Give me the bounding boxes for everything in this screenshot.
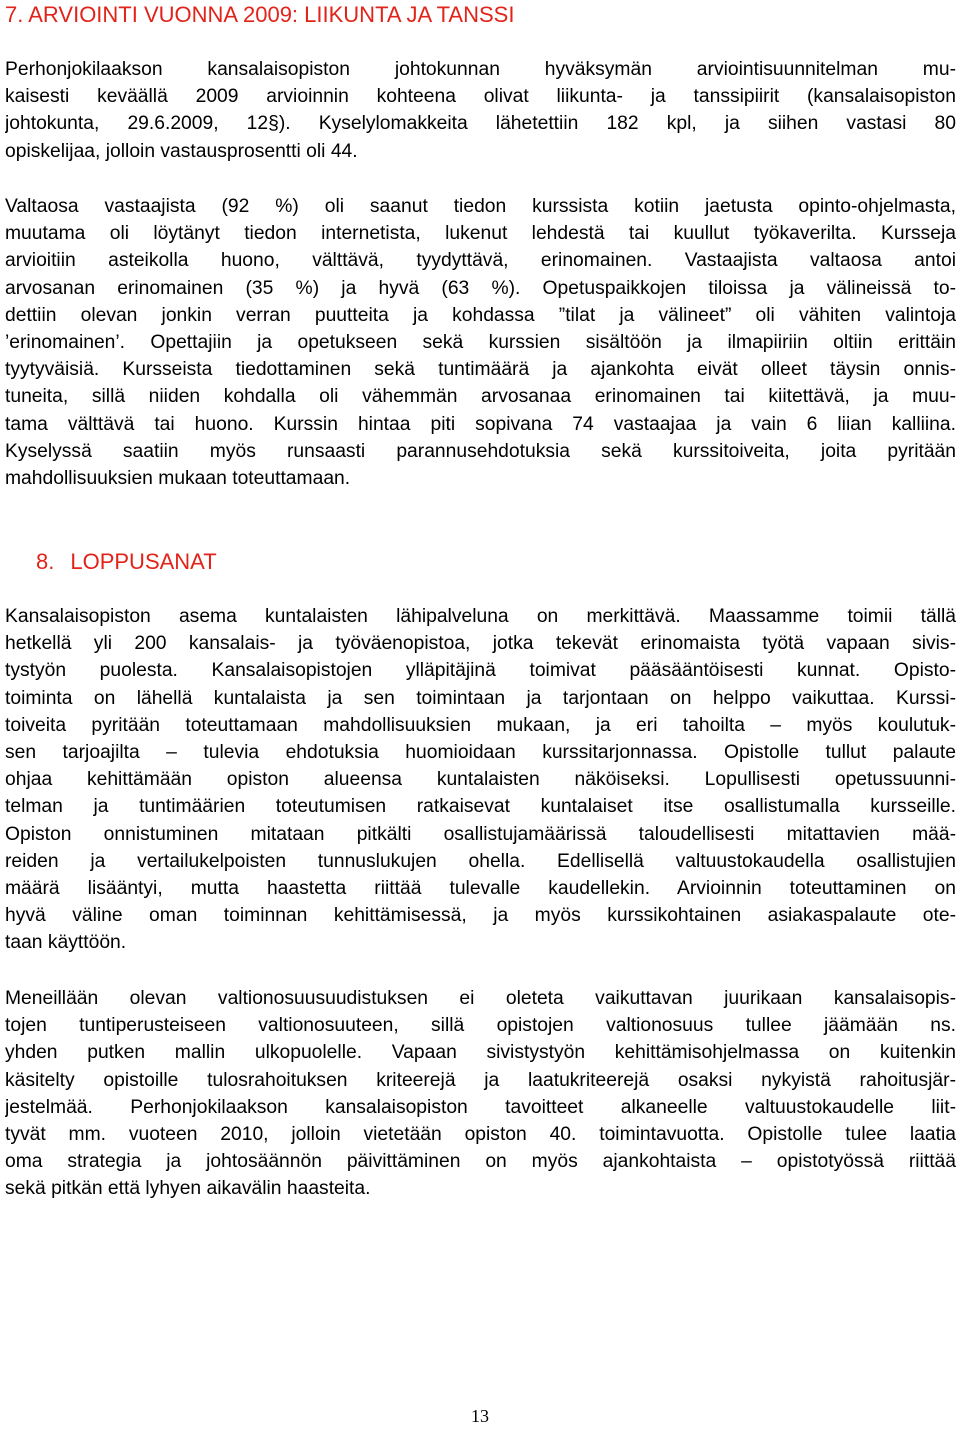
text-line: tystyön puolesta. Kansalaisopistojen ylläpitäjinä toimivat pääsääntöisesti kunnat. Opisto- [5,660,956,682]
text-line: arvioitiin asteikolla huono, välttävä, tyydyttävä, erinomainen. Vastaajista valtaosa antoi [5,250,956,272]
text-line: dettiin olevan jonkin verran puutteita ja kohdassa ”tilat ja välineet” oli vähiten valintoja [5,304,956,326]
text-line: mahdollisuuksien mukaan toteuttamaan. [5,468,351,490]
text-line: Meneillään olevan valtionosuusuudistuksen ei oleteta vaikuttavan juurikaan kansalaisopis- [5,988,956,1009]
text-line: hetkellä yli 200 kansalais- ja työväenopistoa, jotka tekevät erinomaista työtä vapaan sivis- [5,633,956,655]
text-line: sekä pitkän että lyhyen aikavälin haasteita. [5,1178,371,1200]
text-line: johtokunta, 29.6.2009, 12§). Kyselylomakkeita lähetettiin 182 kpl, ja siihen vastasi 80 [5,113,956,135]
text-line: tojen tuntiperusteiseen valtionosuuteen, sillä opistojen valtionosuus tullee jäämään ns. [5,1015,956,1037]
text-line: kaisesti keväällä 2009 arvioinnin kohteena olivat liikunta- ja tanssipiirit (kansalaisopiston [5,86,956,108]
text-line: toiveita pyritään toteuttamaan mahdollisuuksien mukaan, ja eri tahoilta – myös koulutuk- [5,714,956,736]
text-line: Valtaosa vastaajista (92 %) oli saanut tiedon kurssista kotiin jaetusta opinto-ohjelmasta, [5,196,956,217]
paragraph-evaluation-intro [5,56,956,165]
section-title: LOPPUSANAT [70,549,217,574]
text-line: telman ja tuntimäärien toteutumisen ratkaisevat kuntalaiset itse osallistumalla kursseille. [5,796,956,818]
text-line: Opiston onnistuminen mitataan pitkälti osallistujamäärissä taloudellisesti mitattavien mää- [5,823,956,845]
text-line: tuneita, sillä niiden kohdalla oli vähemmän arvosanaa erinomainen tai kiitettävä, ja muu- [5,386,956,408]
text-line: tyytyväisiä. Kursseista tiedottaminen sekä tuntimäärä ja ajankohta eivät olleet täysin onnis- [5,359,956,381]
text-line: määrä lisääntyi, mutta haastetta riittää tulevalle kaudellekin. Arvioinnin toteuttaminen on [5,878,956,900]
text-line: Perhonjokilaakson kansalaisopiston johtokunnan hyväksymän arviointisuunnitelman mu- [5,59,956,80]
text-line: käsitelty opistoille tulosrahoituksen kriteerejä ja laatukriteerejä osaksi nykyistä rahoitusjär- [5,1069,956,1091]
text-line: ohjaa kehittämään opiston alueensa kuntalaisten näköiseksi. Lopullisesti opetussuunni- [5,769,956,791]
text-line: yhden putken mallin ulkopuolelle. Vapaan sivistystyön kehittämisohjelmassa on kuitenkin [5,1042,956,1064]
text-line: taan käyttöön. [5,932,127,954]
paragraph-state-funding [5,985,956,1203]
paragraph-closing-words [5,603,956,957]
text-line: Kansalaisopiston asema kuntalaisten lähipalveluna on merkittävä. Maassamme toimii tällä [5,606,956,627]
text-line: tama välttävä tai huono. Kurssin hintaa piti sopivana 74 vastaajaa ja vain 6 liian kalliina. [5,413,956,435]
text-line: ’erinomainen’. Opettajiin ja opetukseen sekä kurssien sisältöön ja ilmapiiriin oltiin erittäin [5,332,956,354]
section-number: 8. [36,549,55,574]
text-line: oma strategia ja johtosäännön päivittäminen on myös ajankohtaista – opistotyössä riittää [5,1151,956,1173]
text-line: toiminta on lähellä kuntalaista ja sen toimintaan ja tarjontaan on helppo vaikuttaa. Kurssi- [5,687,956,709]
text-line: hyvä väline oman toiminnan kehittämisessä, ja myös kurssikohtainen asiakaspalaute ote- [5,905,956,927]
text-line: arvosanan erinomainen (35 %) ja hyvä (63 %). Opetuspaikkojen tiloissa ja välineissä to- [5,277,956,299]
paragraph-evaluation-results [5,193,956,492]
section-heading-8 [36,548,217,576]
section-heading-7: 7. ARVIOINTI VUONNA 2009: LIIKUNTA JA TANSSI [5,2,515,27]
page-number: 13 [471,1406,489,1426]
text-line: Kyselyssä saatiin myös runsaasti parannusehdotuksia sekä kurssitoiveita, joita pyritään [5,440,956,462]
text-line: jestelmää. Perhonjokilaakson kansalaisopiston tavoitteet alkaneelle valtuustokaudelle liit- [5,1096,956,1118]
text-line: tyvät mm. vuoteen 2010, jolloin vietetään opiston 40. toimintavuotta. Opistolle tulee laatia [5,1124,956,1146]
text-line: sen tarjoajilta – tulevia ehdotuksia huomioidaan kurssitarjonnassa. Opistolle tullut palaute [5,742,956,764]
text-line: reiden ja vertailukelpoisten tunnuslukujen ohella. Edellisellä valtuustokaudella osallistujien [5,850,956,872]
text-line: opiskelijaa, jolloin vastausprosentti oli 44. [5,140,358,162]
text-line: muutama oli löytänyt tiedon internetista, lukenut lehdestä tai kuullut työkaverilta. Kursseja [5,223,956,245]
